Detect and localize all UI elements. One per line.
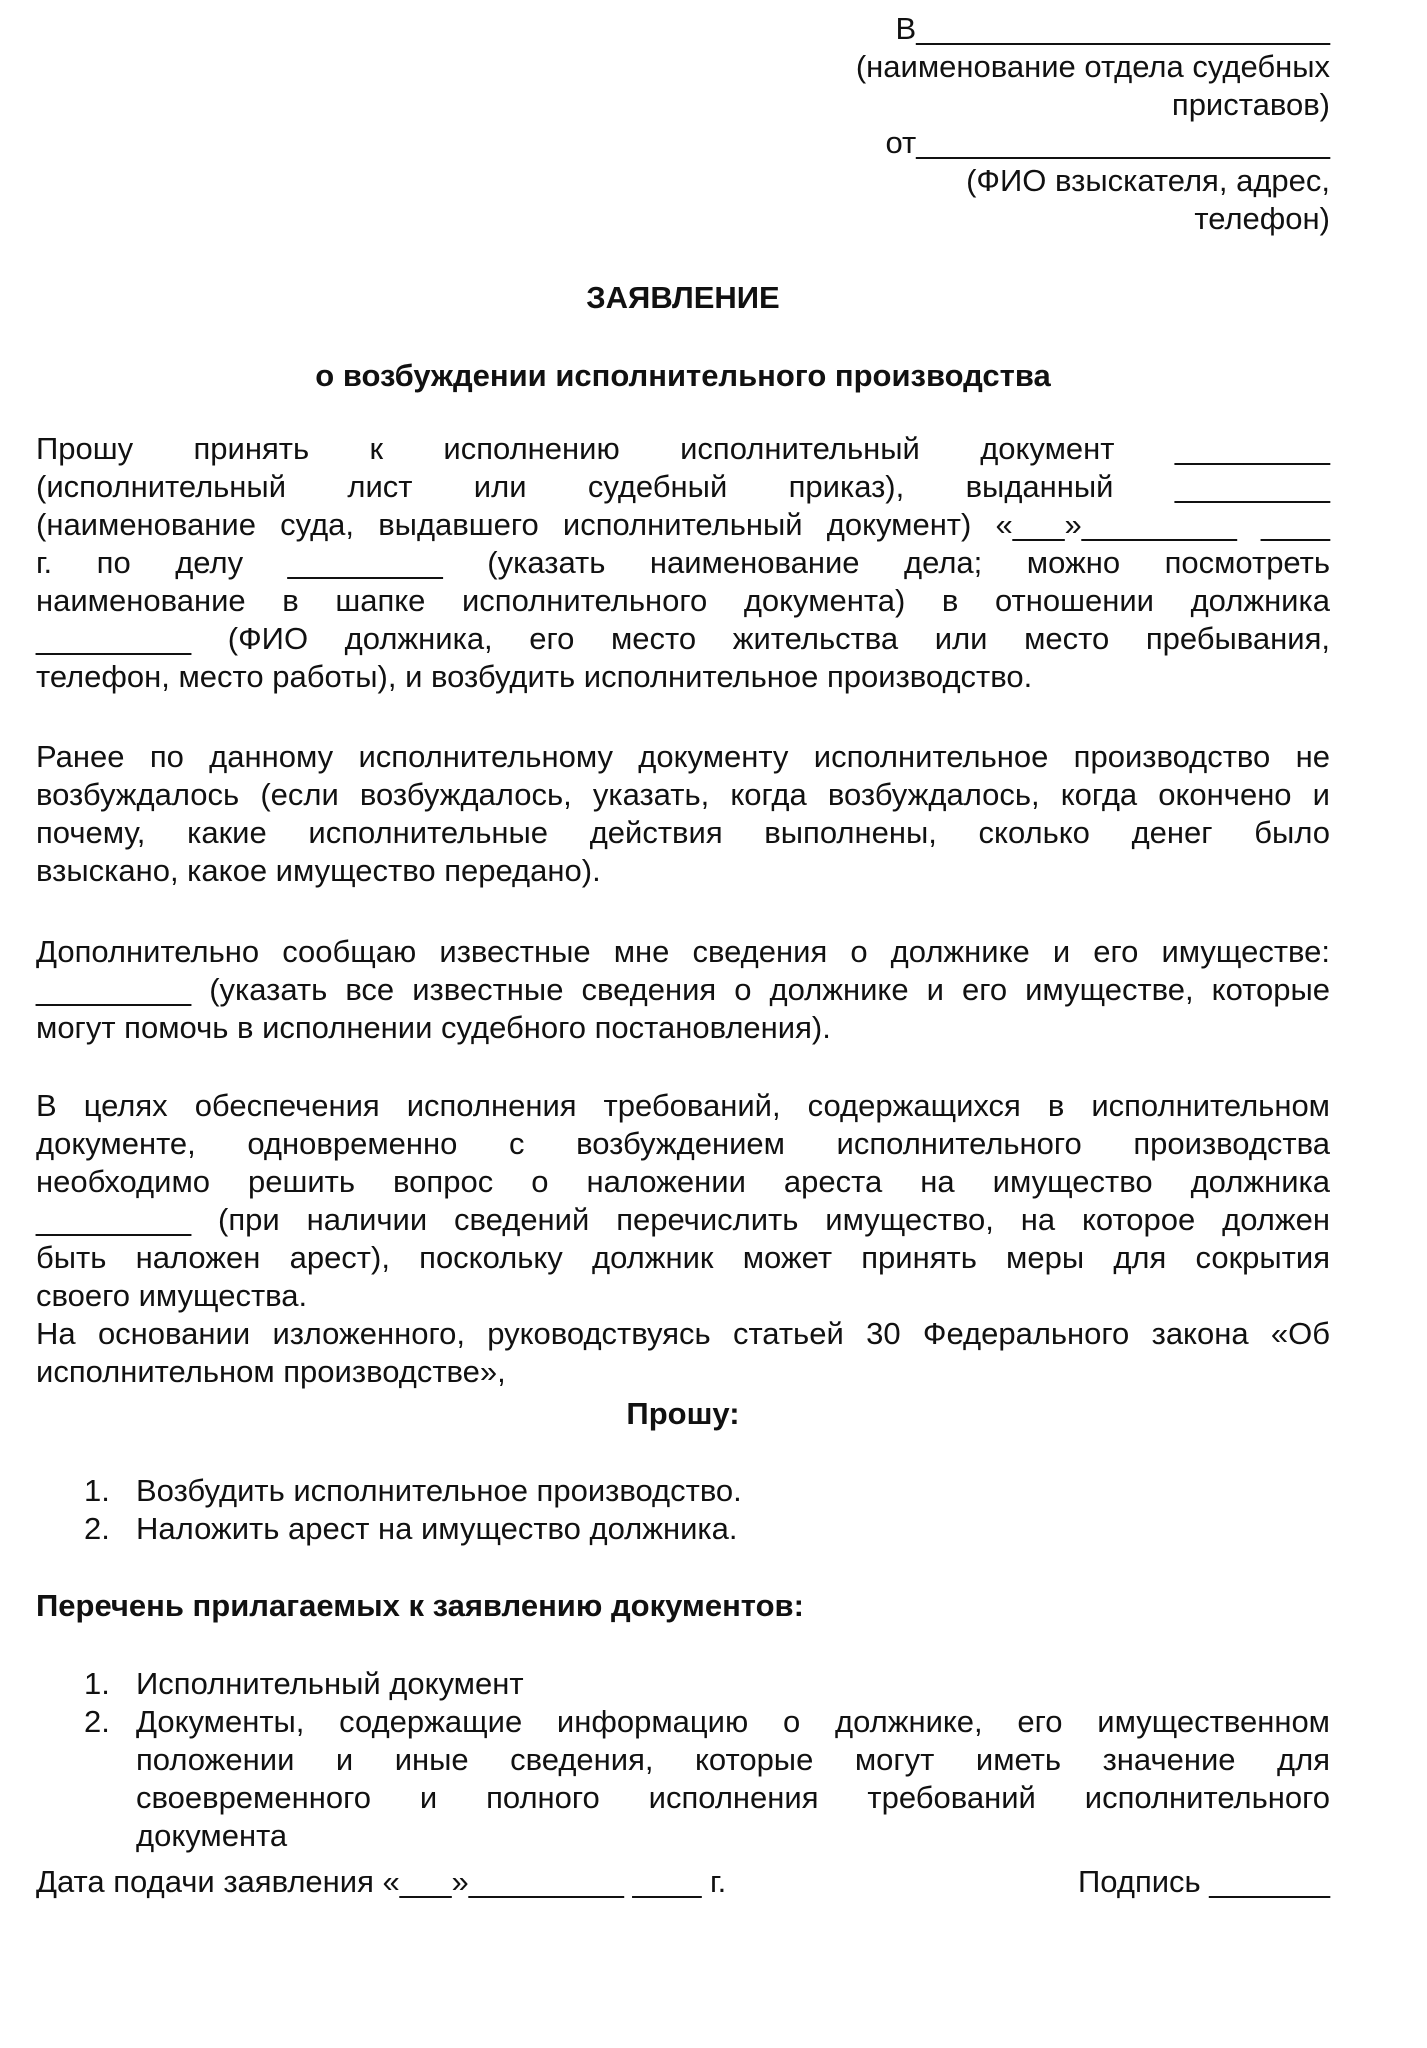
list-item-text: Исполнительный документ [136,1666,524,1701]
list-item [84,1472,1330,1510]
paragraph-line: _________ (указать все известные сведения о должнике и его имуществе, которые [36,972,1330,1007]
paragraph-line: необходимо решить вопрос о наложении ареста на имущество должника [36,1164,1330,1199]
signature-field: Подпись _______ [1078,1864,1330,1899]
sender-from-line [790,124,1330,162]
paragraph-debtor-info [36,933,1330,1047]
paragraph-line: (наименование суда, выдавшего исполнительный документ) «___»_________ ____ [36,507,1330,542]
list-item-text: своевременного и полного исполнения требований исполнительного [136,1780,1330,1815]
paragraph-line: наименование в шапке исполнительного документа) в отношении должника [36,583,1330,618]
list-item-text: документа [136,1818,288,1853]
addressee-to-prefix: В [895,11,917,46]
list-item-number: 1. [84,1473,110,1508]
list-item-number: 2. [84,1704,110,1739]
list-item [84,1510,1330,1548]
paragraph-arrest [36,1087,1330,1391]
document-title: ЗАЯВЛЕНИЕ [586,280,780,315]
sender-from-hint-2: телефон) [1194,201,1330,236]
list-item [84,1665,1330,1703]
paragraph-line: быть наложен арест), поскольку должник может принять меры для сокрытия [36,1240,1330,1275]
sender-from-blank: ________________________ [916,125,1330,160]
list-item [84,1703,1330,1855]
request-heading: Прошу: [626,1396,740,1431]
paragraph-line: могут помочь в исполнении судебного постановления). [36,1010,831,1045]
paragraph-line: взыскано, какое имущество передано). [36,853,601,888]
addressee-header [790,10,1330,238]
paragraph-line: своего имущества. [36,1278,308,1313]
paragraph-line: Дополнительно сообщаю известные мне сведения о должнике и его имуществе: [36,934,1330,969]
paragraph-line: Ранее по данному исполнительному документу исполнительное производство не [36,739,1330,774]
paragraph-line: исполнительном производстве», [36,1354,506,1389]
paragraph-line: возбуждалось (если возбуждалось, указать, когда возбуждалось, когда окончено и [36,777,1330,812]
attachments-list [84,1665,1330,1855]
paragraph-previous-proceedings [36,738,1330,890]
paragraph-line: документе, одновременно с возбуждением исполнительного производства [36,1126,1330,1161]
addressee-to-blank: ________________________ [916,11,1330,46]
document-page [36,0,1330,2048]
submission-date: Дата подачи заявления «___»_________ ____ г. [36,1864,727,1899]
attachments-heading: Перечень прилагаемых к заявлению документов: [36,1588,804,1623]
request-list [84,1472,1330,1548]
addressee-to-line [790,10,1330,48]
sender-from-hint-1: (ФИО взыскателя, адрес, [966,163,1330,198]
paragraph-line: В целях обеспечения исполнения требований, содержащихся в исполнительном [36,1088,1330,1123]
paragraph-request [36,430,1330,696]
paragraph-line: На основании изложенного, руководствуясь статьей 30 Федерального закона «Об [36,1316,1330,1351]
list-item-text: Документы, содержащие информацию о должнике, его имущественном [136,1704,1330,1739]
paragraph-line: (исполнительный лист или судебный приказ), выданный _________ [36,469,1330,504]
list-item-text: Наложить арест на имущество должника. [136,1511,738,1546]
list-item-text: положении и иные сведения, которые могут иметь значение для [136,1742,1330,1777]
addressee-to-hint-1: (наименование отдела судебных [855,49,1330,84]
paragraph-line: г. по делу _________ (указать наименование дела; можно посмотреть [36,545,1330,580]
list-item-text: Возбудить исполнительное производство. [136,1473,742,1508]
document-subtitle: о возбуждении исполнительного производства [315,358,1051,393]
paragraph-line: телефон, место работы), и возбудить исполнительное производство. [36,659,1033,694]
paragraph-line: _________ (ФИО должника, его место жительства или место пребывания, [36,621,1330,656]
paragraph-line: Прошу принять к исполнению исполнительный документ _________ [36,431,1330,466]
sender-from-prefix: от [885,125,917,160]
paragraph-line: почему, какие исполнительные действия выполнены, сколько денег было [36,815,1330,850]
addressee-to-hint-2: приставов) [1171,87,1330,122]
list-item-number: 2. [84,1511,110,1546]
paragraph-line: _________ (при наличии сведений перечислить имущество, на которое должен [36,1202,1330,1237]
list-item-number: 1. [84,1666,110,1701]
